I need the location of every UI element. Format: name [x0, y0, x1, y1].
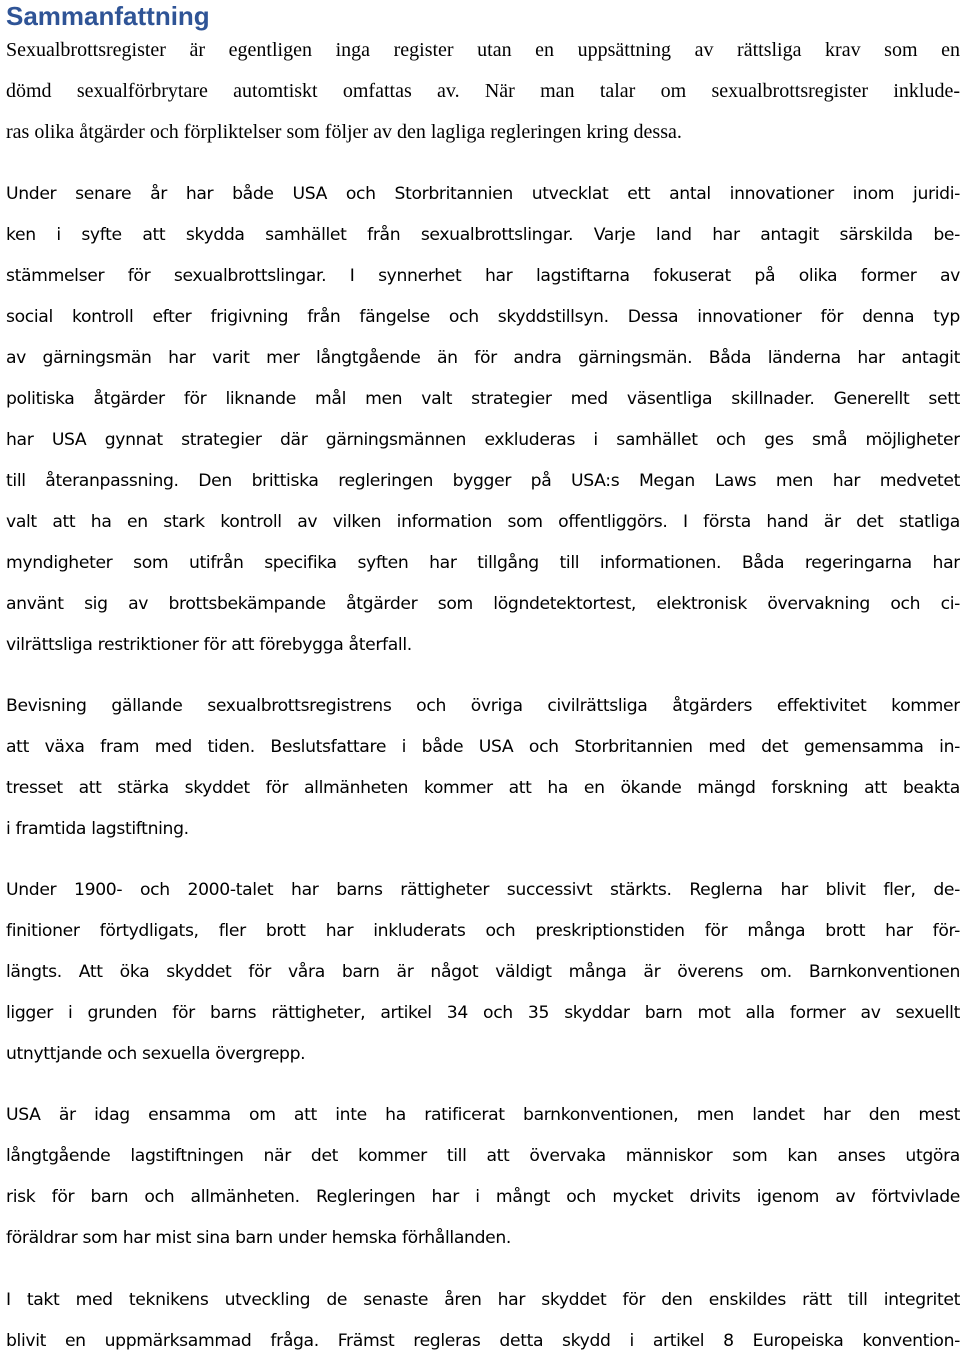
text-line: stämmelser för sexualbrottslingar. I synnerhet har lagstiftarna fokuserat på olika former av: [6, 266, 960, 286]
text-line: utnyttjande och sexuella övergrepp.: [6, 1044, 306, 1064]
text-line: tresset att stärka skyddet för allmänheten kommer att ha en ökande mängd forskning att beakta: [6, 778, 960, 798]
text-line: använt sig av brottsbekämpande åtgärder som lögndetektortest, elektronisk övervakning och ci-: [6, 594, 960, 614]
text-line: i framtida lagstiftning.: [6, 819, 189, 839]
text-line: föräldrar som har mist sina barn under hemska förhållanden.: [6, 1228, 512, 1248]
text-line: längts. Att öka skyddet för våra barn är något väldigt många är överens om. Barnkonventionen: [6, 962, 960, 982]
text-line: långtgående lagstiftningen när det kommer till att övervaka människor som kan anses utgöra: [6, 1146, 960, 1166]
text-line: till återanpassning. Den brittiska regleringen bygger på USA:s Megan Laws men har medvetet: [6, 471, 960, 491]
text-line: ras olika åtgärder och förpliktelser som följer av den lagliga regleringen kring dessa.: [6, 121, 682, 143]
section-heading: Sammanfattning: [6, 1, 210, 31]
text-line: myndigheter som utifrån specifika syften har tillgång till informationen. Båda regeringarna har: [6, 553, 960, 573]
text-line: Bevisning gällande sexualbrottsregistrens och övriga civilrättsliga åtgärders effektivitet kommer: [6, 696, 960, 716]
text-line: USA är idag ensamma om att inte ha ratificerat barnkonventionen, men landet har den mest: [6, 1105, 960, 1125]
text-line: vilrättsliga restriktioner för att förebygga återfall.: [6, 635, 412, 655]
text-line: risk för barn och allmänheten. Regleringen har i mångt och mycket drivits igenom av förtvivlade: [6, 1187, 960, 1207]
text-line: ken i syfte att skydda samhället från sexualbrottslingar. Varje land har antagit särskilda be-: [6, 225, 960, 245]
text-line: social kontroll efter frigivning från fängelse och skyddstillsyn. Dessa innovationer för denna typ: [6, 307, 960, 327]
text-line: finitioner förtydligats, fler brott har inkluderats och preskriptionstiden för många brott har för-: [6, 921, 960, 941]
text-line: ligger i grunden för barns rättigheter, artikel 34 och 35 skyddar barn mot alla former av sexuellt: [6, 1003, 960, 1023]
text-line: politiska åtgärder för liknande mål men valt strategier med väsentliga skillnader. Generellt sett: [6, 389, 960, 409]
text-line: blivit en uppmärksammad fråga. Främst regleras detta skydd i artikel 8 Europeiska konvention-: [6, 1331, 960, 1351]
text-line: valt att ha en stark kontroll av vilken information som offentliggörs. I första hand är det statliga: [6, 512, 960, 532]
text-line: har USA gynnat strategier där gärningsmännen exkluderas i samhället och ges små möjligheter: [6, 430, 960, 450]
text-line: Under senare år har både USA och Storbritannien utvecklat ett antal innovationer inom juridi-: [6, 184, 960, 204]
text-line: I takt med teknikens utveckling de senaste åren har skyddet för den enskildes rätt till integritet: [6, 1290, 960, 1310]
text-line: Under 1900- och 2000-talet har barns rättigheter successivt stärkts. Reglerna har blivit fler, de-: [6, 880, 960, 900]
text-line: av gärningsmän har varit mer långtgående än för andra gärningsmän. Båda länderna har antagit: [6, 348, 960, 368]
text-line: Sexualbrottsregister är egentligen inga register utan en uppsättning av rättsliga krav som en: [6, 39, 960, 61]
text-line: dömd sexualförbrytare automtiskt omfattas av. När man talar om sexualbrottsregister inklude-: [6, 80, 960, 102]
text-line: att växa fram med tiden. Beslutsfattare i både USA och Storbritannien med det gemensamma in-: [6, 737, 960, 757]
